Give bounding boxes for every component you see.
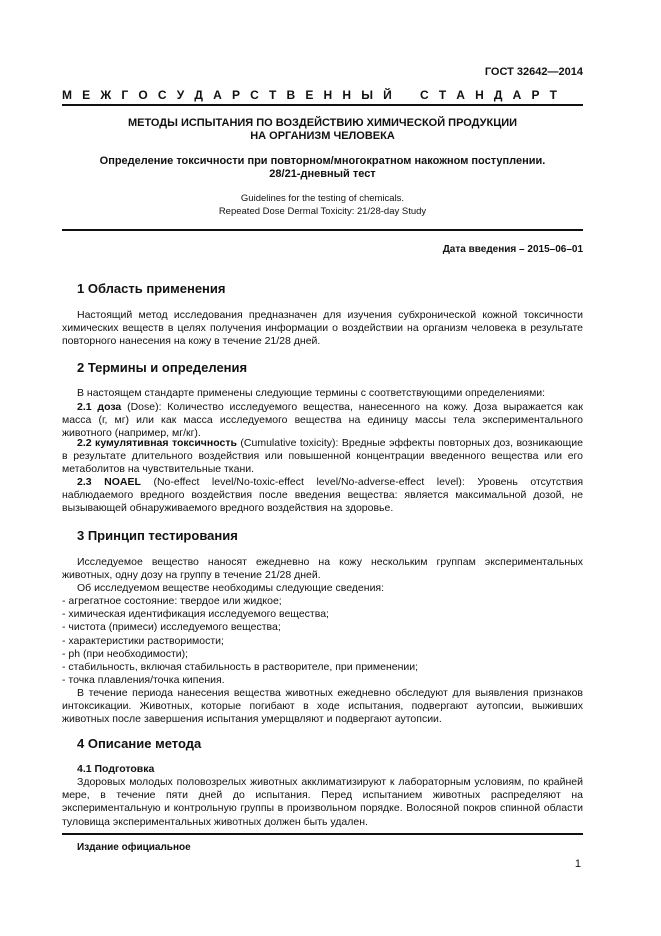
section-3-para-1: Исследуемое вещество наносят ежедневно на кожу нескольким группам экспериментальных животных, одну дозу на группу в течение 21/28 дней. [62,556,583,582]
banner-letter: М [62,88,72,102]
list-item: - химическая идентификация исследуемого вещества; [62,608,329,621]
banner-letter: Н [323,88,333,102]
section-4-heading: 4 Описание метода [77,736,202,751]
banner-letter: Д [194,88,203,102]
banner-letter: С [250,88,259,102]
banner-letter: А [456,88,465,102]
list-item: - стабильность, включая стабильность в растворителе, при применении; [62,661,419,674]
banner-letter: Т [438,88,447,102]
title-rule [62,229,583,231]
banner-letter: Е [82,88,91,102]
subsection-4-1-heading: 4.1 Подготовка [77,763,155,775]
subtitle-line-2: 28/21-дневный тест [269,168,376,180]
banner-letter: Ж [100,88,112,102]
banner-letter: Е [305,88,314,102]
section-1-heading: 1 Область применения [77,281,226,296]
section-3-para-3: В течение периода нанесения вещества животных ежедневно обследуют для выявления признаков интоксикации. Животных, которые погибают в ходе испытания, подвергают аутопсии, выживших животных после завершения испытания умерщвляют и подвергают аутопсии. [62,687,583,726]
title-line-2: НА ОРГАНИЗМ ЧЕЛОВЕКА [250,130,395,142]
banner-letter: Н [342,88,352,102]
section-1-text: Настоящий метод исследования предназначен для изучения субхронической кожной токсичности химических веществ в целях получения информации о воздействии на организм человека в результате повторного нанесения на кожу в течение 21/28 дней. [62,309,583,348]
term-2-3-name: 2.3 NOAEL [77,476,141,488]
subtitle-line-1: Определение токсичности при повторном/многократном накожном поступлении. [99,155,546,167]
banner-letter: Г [121,88,129,102]
term-2-1-name: 2.1 доза [77,401,122,413]
banner-letter: У [176,88,185,102]
term-2-3 [62,476,583,516]
banner-word-2 [420,88,557,102]
banner-letter: Ы [361,88,373,102]
banner-rule [62,104,583,106]
list-item: - чистота (примеси) исследуемого вещества; [62,621,281,634]
english-title-2: Repeated Dose Dermal Toxicity: 21/28-day Study [218,206,427,217]
banner-letter: Р [531,88,540,102]
page-number: 1 [574,858,581,870]
banner-letter: Н [475,88,484,102]
list-item: - характеристики растворимости; [62,634,224,647]
section-2-heading: 2 Термины и определения [77,360,248,375]
term-2-1-definition: (Dose): Количество исследуемого вещества, нанесенного на кожу. Доза выражается как масса (г, мг) или как масса исследуемого вещества на единицу массы тела экспериментального животного (например, мг/кг). [62,401,583,440]
section-3-para-2: Об исследуемом веществе необходимы следующие сведения: [77,582,385,594]
term-2-2-name: 2.2 кумулятивная токсичность [77,437,237,449]
banner-letter: А [213,88,222,102]
banner-letter: Т [549,88,557,102]
interstate-standard-banner [62,88,557,102]
banner-letter: В [286,88,296,102]
list-item: - агрегатное состояние: твердое или жидкое; [62,595,282,607]
banner-letter: С [420,88,429,102]
subsection-4-1-text: Здоровых молодых половозрелых животных акклиматизируют к лабораторным условиям, по крайней мере, в течение пяти дней до испытания. Перед испытанием животных распределяют на экспериментальную и контрольную группы в произвольном порядке. Волосяной покров спинной области туловища экспериментальных животных должен быть удален. [62,776,583,828]
banner-letter: Т [268,88,277,102]
banner-letter: Й [383,88,392,102]
section-2-intro: В настоящем стандарте применены следующие термины с соответствующими определениями: [77,387,546,399]
banner-word-1 [62,88,392,102]
term-2-2 [62,437,583,477]
term-2-2-definition: (Cumulative toxicity): Вредные эффекты повторных доз, возникающие в результате длительного воздействия или повышенной концентрации введенного вещества или его метаболитов на чувствительные ткани. [62,437,583,476]
banner-letter: О [138,88,148,102]
list-item: - точка плавления/точка кипения. [62,674,225,687]
introduction-date: Дата введения – 2015–06–01 [442,244,583,255]
section-3-heading: 3 Принцип тестирования [77,528,238,543]
footer-rule [62,833,583,835]
banner-letter: Д [493,88,503,102]
banner-letter: А [512,88,522,102]
title-line-1: МЕТОДЫ ИСПЫТАНИЯ ПО ВОЗДЕЙСТВИЮ ХИМИЧЕСКОЙ ПРОДУКЦИИ [127,117,518,129]
requirements-list [62,595,583,687]
term-2-1 [62,401,583,441]
term-2-3-definition: (No-effect level/No-toxic-effect level/No-adverse-effect level): Уровень отсутствия наблюдаемого вредного воздействия после введения вещества: является максимальной дозой, не вызывающей обнаруживаемого вредного воздействия на здоровье. [62,476,584,515]
english-title-1: Guidelines for the testing of chemicals. [240,193,405,204]
document-id: ГОСТ 32642—2014 [484,66,583,78]
banner-letter: С [157,88,167,102]
list-item: - ph (при необходимости); [62,647,189,660]
banner-letter: Р [231,88,240,102]
official-edition-label: Издание официальное [77,842,191,853]
